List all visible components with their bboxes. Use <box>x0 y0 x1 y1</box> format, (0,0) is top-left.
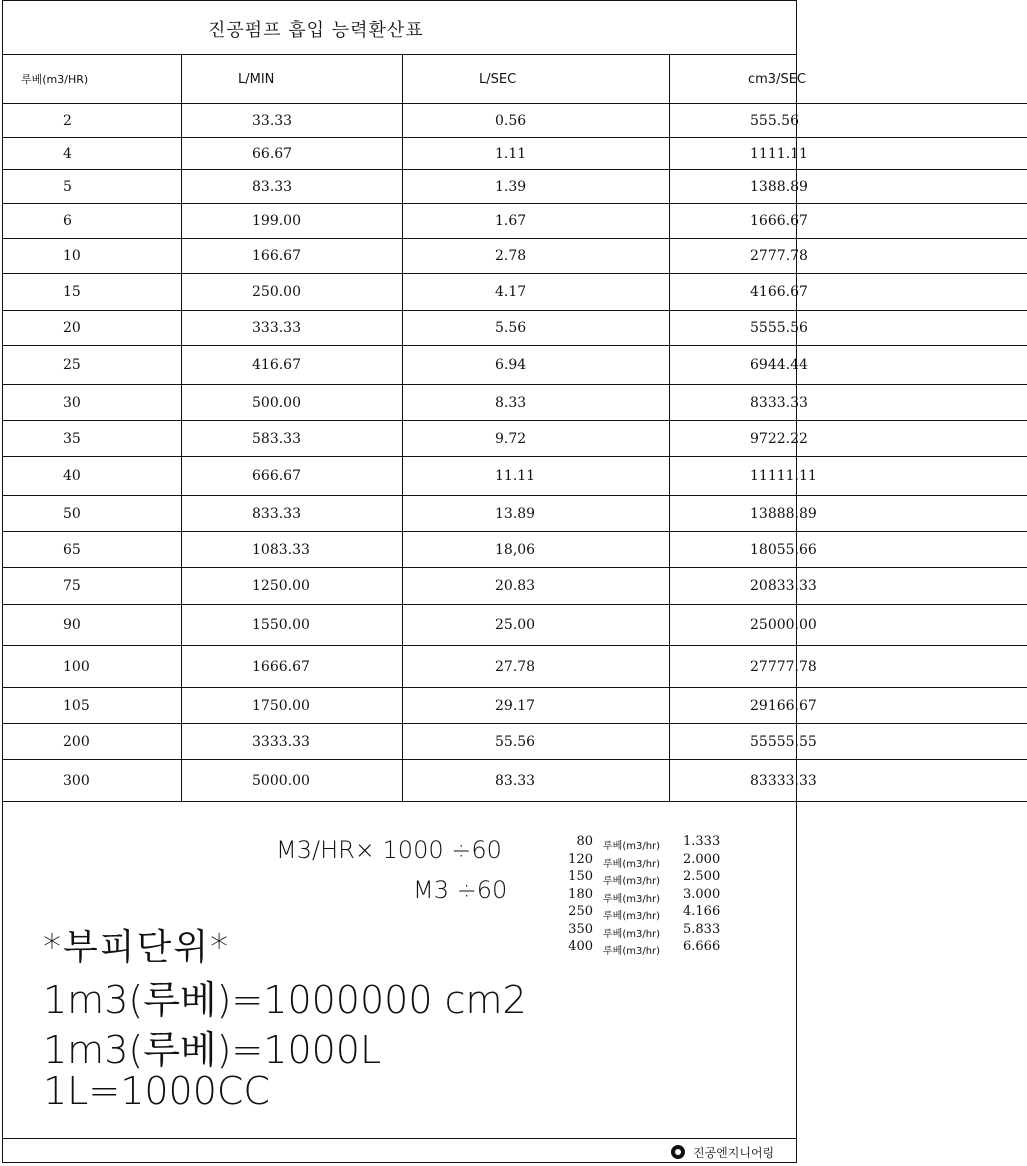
table-row <box>3 104 1027 138</box>
table-row <box>3 496 1027 532</box>
cell-l-per-sec: 13.89 <box>403 496 670 532</box>
cell-m3-per-hour: 75 <box>3 568 182 605</box>
table-row <box>3 274 1027 311</box>
reference-l-per-sec: 6.666 <box>683 939 721 954</box>
list-item <box>561 869 761 887</box>
table-row <box>3 457 1027 496</box>
reference-l-per-sec: 3.000 <box>683 886 721 902</box>
cell-l-per-sec: 25.00 <box>403 605 670 646</box>
table-row <box>3 646 1027 688</box>
cell-l-per-min: 666.67 <box>182 457 403 496</box>
reference-l-per-sec: 2.000 <box>683 851 721 867</box>
cell-l-per-sec: 20.83 <box>403 568 670 605</box>
cell-m3-per-hour: 5 <box>3 170 182 204</box>
cell-m3-per-hour: 300 <box>3 760 182 802</box>
cell-cm3-per-sec: 25000.00 <box>670 605 1027 646</box>
cell-m3-per-hour: 4 <box>3 138 182 170</box>
cell-l-per-sec: 29.17 <box>403 688 670 724</box>
reference-unit: 루베(m3/hr) <box>603 876 661 887</box>
cell-cm3-per-sec: 2777.78 <box>670 239 1027 274</box>
cell-cm3-per-sec: 55555.55 <box>670 724 1027 760</box>
table-row <box>3 568 1027 605</box>
cell-l-per-sec: 0.56 <box>403 104 670 138</box>
cell-m3-per-hour: 10 <box>3 239 182 274</box>
volume-unit-cc: 1L=1000CC <box>43 1069 270 1113</box>
reference-unit: 루베(m3/hr) <box>603 928 661 940</box>
cell-m3-per-hour: 2 <box>3 104 182 138</box>
cell-l-per-min: 1666.67 <box>182 646 403 688</box>
cell-m3-per-hour: 40 <box>3 457 182 496</box>
cell-l-per-sec: 27.78 <box>403 646 670 688</box>
cell-l-per-sec: 5.56 <box>403 311 670 346</box>
cell-cm3-per-sec: 4166.67 <box>670 274 1027 311</box>
reference-m3-value: 120 <box>568 851 593 867</box>
cell-l-per-min: 199.00 <box>182 204 403 239</box>
cell-cm3-per-sec: 18055.66 <box>670 532 1027 568</box>
header-cm3-per-sec: cm3/SEC <box>670 55 1027 104</box>
reference-m3-value: 180 <box>568 886 593 902</box>
cell-m3-per-hour: 35 <box>3 421 182 457</box>
volume-unit-heading: *부피단위* <box>43 927 231 968</box>
cell-l-per-min: 500.00 <box>182 385 403 421</box>
title-bar <box>3 1 796 55</box>
footer <box>3 1138 796 1164</box>
cell-m3-per-hour: 25 <box>3 346 182 385</box>
reference-unit: 루베(m3/hr) <box>603 946 661 957</box>
cell-m3-per-hour: 20 <box>3 311 182 346</box>
quick-reference-list <box>561 834 761 957</box>
cell-l-per-sec: 55.56 <box>403 724 670 760</box>
list-item <box>561 939 761 957</box>
cell-cm3-per-sec: 20833.33 <box>670 568 1027 605</box>
cell-m3-per-hour: 90 <box>3 605 182 646</box>
cell-l-per-min: 833.33 <box>182 496 403 532</box>
cell-cm3-per-sec: 6944.44 <box>670 346 1027 385</box>
table-row <box>3 760 1027 802</box>
cell-l-per-min: 1083.33 <box>182 532 403 568</box>
cell-cm3-per-sec: 555.56 <box>670 104 1027 138</box>
list-item <box>561 887 761 905</box>
cell-l-per-min: 1550.00 <box>182 605 403 646</box>
list-item <box>561 922 761 940</box>
reference-l-per-sec: 2.500 <box>683 869 721 884</box>
header-l-per-min: L/MIN <box>182 55 403 104</box>
table-row <box>3 421 1027 457</box>
formula-l-per-sec: M3/HR× 1000 ÷60 <box>276 836 502 864</box>
reference-m3-value: 150 <box>568 869 593 884</box>
cell-cm3-per-sec: 1111.11 <box>670 138 1027 170</box>
table-row <box>3 385 1027 421</box>
header-l-per-sec: L/SEC <box>403 55 670 104</box>
cell-l-per-sec: 9.72 <box>403 421 670 457</box>
cell-m3-per-hour: 30 <box>3 385 182 421</box>
cell-cm3-per-sec: 29166.67 <box>670 688 1027 724</box>
cell-l-per-min: 333.33 <box>182 311 403 346</box>
reference-unit: 루베(m3/hr) <box>603 858 661 870</box>
cell-cm3-per-sec: 83333.33 <box>670 760 1027 802</box>
table-row <box>3 688 1027 724</box>
cell-l-per-sec: 8.33 <box>403 385 670 421</box>
reference-m3-value: 80 <box>576 834 593 849</box>
cell-l-per-min: 5000.00 <box>182 760 403 802</box>
reference-l-per-sec: 1.333 <box>683 834 721 849</box>
header-m3-per-hour: 루베(m3/HR) <box>3 55 182 104</box>
reference-unit: 루베(m3/hr) <box>603 893 661 905</box>
cell-l-per-min: 250.00 <box>182 274 403 311</box>
reference-m3-value: 400 <box>568 939 593 954</box>
table-row <box>3 346 1027 385</box>
cell-l-per-sec: 4.17 <box>403 274 670 311</box>
cell-m3-per-hour: 50 <box>3 496 182 532</box>
cell-l-per-sec: 1.11 <box>403 138 670 170</box>
list-item <box>561 852 761 870</box>
cell-l-per-min: 33.33 <box>182 104 403 138</box>
formula-m3-per-min: M3 ÷60 <box>413 876 508 904</box>
cell-cm3-per-sec: 1388.89 <box>670 170 1027 204</box>
cell-l-per-sec: 6.94 <box>403 346 670 385</box>
cell-l-per-sec: 11.11 <box>403 457 670 496</box>
table-header-row <box>3 55 1027 104</box>
reference-m3-value: 250 <box>568 904 593 919</box>
table-row <box>3 239 1027 274</box>
cell-cm3-per-sec: 9722.22 <box>670 421 1027 457</box>
list-item <box>561 834 761 852</box>
cell-cm3-per-sec: 27777.78 <box>670 646 1027 688</box>
cell-cm3-per-sec: 13888.89 <box>670 496 1027 532</box>
table-body <box>3 104 1027 802</box>
reference-l-per-sec: 5.833 <box>683 921 721 937</box>
cell-cm3-per-sec: 8333.33 <box>670 385 1027 421</box>
cell-l-per-sec: 2.78 <box>403 239 670 274</box>
cell-cm3-per-sec: 1666.67 <box>670 204 1027 239</box>
cell-l-per-min: 166.67 <box>182 239 403 274</box>
volume-unit-liter: 1m3(루베)=1000L <box>43 1028 382 1072</box>
cell-l-per-sec: 1.39 <box>403 170 670 204</box>
reference-unit: 루베(m3/hr) <box>603 911 661 922</box>
volume-unit-cm: 1m3(루베)=1000000 cm2 <box>43 978 527 1022</box>
conversion-sheet <box>2 0 817 1163</box>
cell-cm3-per-sec: 11111.11 <box>670 457 1027 496</box>
reference-l-per-sec: 4.166 <box>683 904 721 919</box>
page-title: 진공펌프 흡입 능력환산표 <box>208 20 424 41</box>
cell-m3-per-hour: 200 <box>3 724 182 760</box>
cell-cm3-per-sec: 5555.56 <box>670 311 1027 346</box>
cell-l-per-sec: 83.33 <box>403 760 670 802</box>
cell-m3-per-hour: 15 <box>3 274 182 311</box>
table-row <box>3 204 1027 239</box>
cell-l-per-min: 66.67 <box>182 138 403 170</box>
cell-m3-per-hour: 100 <box>3 646 182 688</box>
cell-l-per-sec: 18,06 <box>403 532 670 568</box>
table-row <box>3 532 1027 568</box>
table-row <box>3 605 1027 646</box>
reference-unit: 루베(m3/hr) <box>603 841 661 852</box>
table-row <box>3 311 1027 346</box>
cell-l-per-min: 583.33 <box>182 421 403 457</box>
cell-m3-per-hour: 65 <box>3 532 182 568</box>
cell-l-per-min: 83.33 <box>182 170 403 204</box>
conversion-table <box>3 55 1027 802</box>
cell-m3-per-hour: 6 <box>3 204 182 239</box>
company-name: 진공엔지니어링 <box>693 1146 775 1160</box>
cell-m3-per-hour: 105 <box>3 688 182 724</box>
list-item <box>561 904 761 922</box>
cell-l-per-min: 416.67 <box>182 346 403 385</box>
company-logo-icon <box>671 1145 685 1159</box>
cell-l-per-min: 1750.00 <box>182 688 403 724</box>
table-row <box>3 170 1027 204</box>
cell-l-per-min: 1250.00 <box>182 568 403 605</box>
table-row <box>3 724 1027 760</box>
reference-m3-value: 350 <box>568 921 593 937</box>
cell-l-per-sec: 1.67 <box>403 204 670 239</box>
cell-l-per-min: 3333.33 <box>182 724 403 760</box>
table-row <box>3 138 1027 170</box>
